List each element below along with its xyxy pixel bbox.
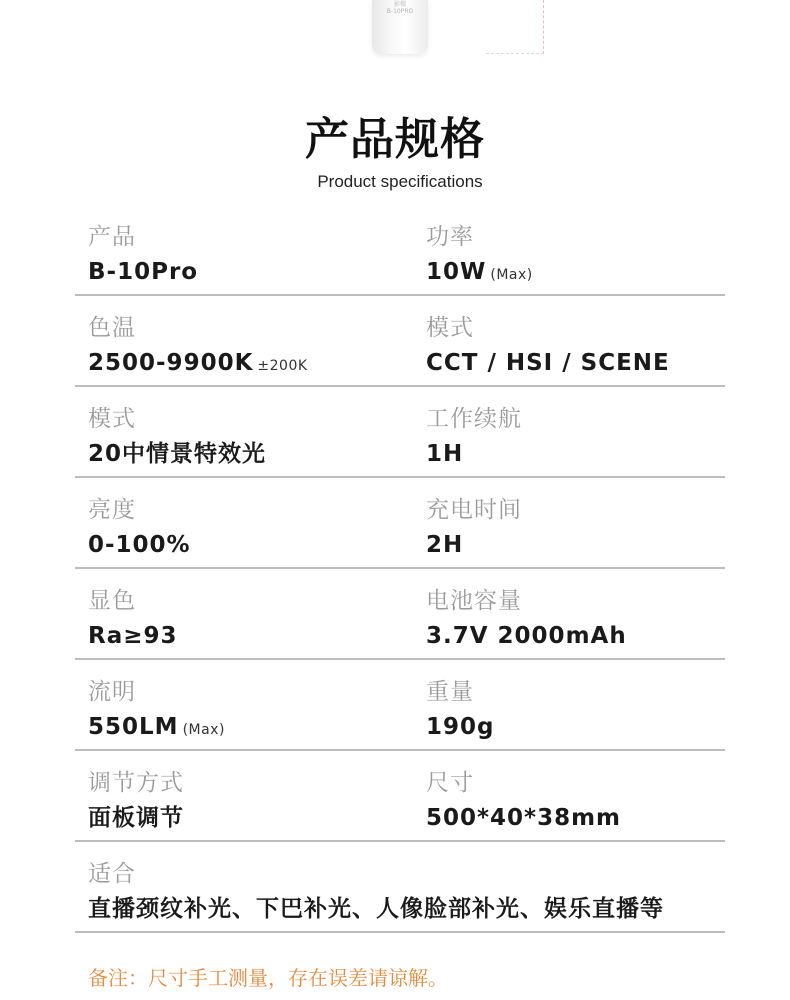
spec-label: 充电时间 [426,497,522,523]
spec-cell [426,660,726,749]
spec-value-text: 3.7V 2000mAh [426,623,627,649]
spec-value-text: 0-100% [88,532,191,558]
spec-value [88,621,182,654]
spec-suffix: (Max) [490,267,533,283]
spec-value-text: Ra≥93 [88,623,178,649]
spec-value [88,530,195,563]
spec-value [426,348,674,381]
product-brand: 影棚 [393,1,406,8]
spec-value [88,712,225,745]
spec-suffix: (Max) [182,722,225,738]
spec-label: 尺寸 [426,770,474,796]
spec-row [75,296,725,387]
spec-value: 直播颈纹补光、下巴补光、人像脸部补光、娱乐直播等 [88,896,664,922]
spec-cell [88,478,408,567]
spec-label: 电池容量 [426,588,522,614]
spec-value-text: 20中情景特效光 [88,441,267,467]
spec-label: 产品 [88,224,136,250]
spec-label: 亮度 [88,497,136,523]
spec-value-text: 190g [426,714,495,740]
spec-cell [88,660,408,749]
spec-row [75,478,725,569]
spec-cell [426,751,726,840]
page-subtitle: Product specifications [317,172,483,191]
spec-cell [426,205,726,294]
product-image [372,0,428,54]
spec-label: 适合 [88,861,136,887]
spec-value-text: 2500-9900K [88,350,254,376]
spec-value [426,712,498,745]
page-title: 产品规格 [305,114,485,165]
spec-label: 模式 [88,406,136,432]
spec-value-text: CCT / HSI / SCENE [426,350,670,376]
spec-label: 模式 [426,315,474,341]
spec-cell [426,569,726,658]
spec-cell [426,296,726,385]
spec-cell [426,387,726,476]
spec-cell [88,842,718,931]
spec-value-text: 1H [426,441,464,467]
spec-value-text: B-10Pro [88,259,199,285]
spec-suffix: ±200K [257,358,308,374]
spec-cell [88,387,408,476]
spec-table [75,205,725,933]
spec-value [88,348,308,381]
spec-cell [88,569,408,658]
spec-value [426,257,533,290]
spec-cell [426,478,726,567]
spec-cell [88,751,408,840]
spec-value-text: 面板调节 [88,805,184,831]
note-text: 备注：尺寸手工测量，存在误差请谅解。 [88,966,448,990]
spec-value [88,803,188,836]
spec-value [88,439,270,472]
spec-label: 流明 [88,679,136,705]
spec-row [75,751,725,842]
spec-cell [88,296,408,385]
spec-value [88,257,202,290]
spec-label: 功率 [426,224,474,250]
decorative-guide [486,0,544,54]
spec-value [426,530,467,563]
spec-value [426,621,631,654]
spec-cell [88,205,408,294]
spec-row [75,660,725,751]
spec-label: 重量 [426,679,474,705]
spec-value-text: 500*40*38mm [426,805,622,831]
spec-row-fit [75,842,725,933]
spec-value-text: 550LM [88,714,179,740]
spec-label: 色温 [88,315,136,341]
spec-value [426,803,625,836]
spec-row [75,205,725,296]
spec-value [426,439,467,472]
spec-row [75,569,725,660]
spec-value-text: 10W [426,259,487,285]
spec-row [75,387,725,478]
product-model: B-10PRO [386,8,414,15]
spec-label: 显色 [88,588,136,614]
spec-label: 调节方式 [88,770,184,796]
spec-label: 工作续航 [426,406,522,432]
spec-value-text: 2H [426,532,464,558]
